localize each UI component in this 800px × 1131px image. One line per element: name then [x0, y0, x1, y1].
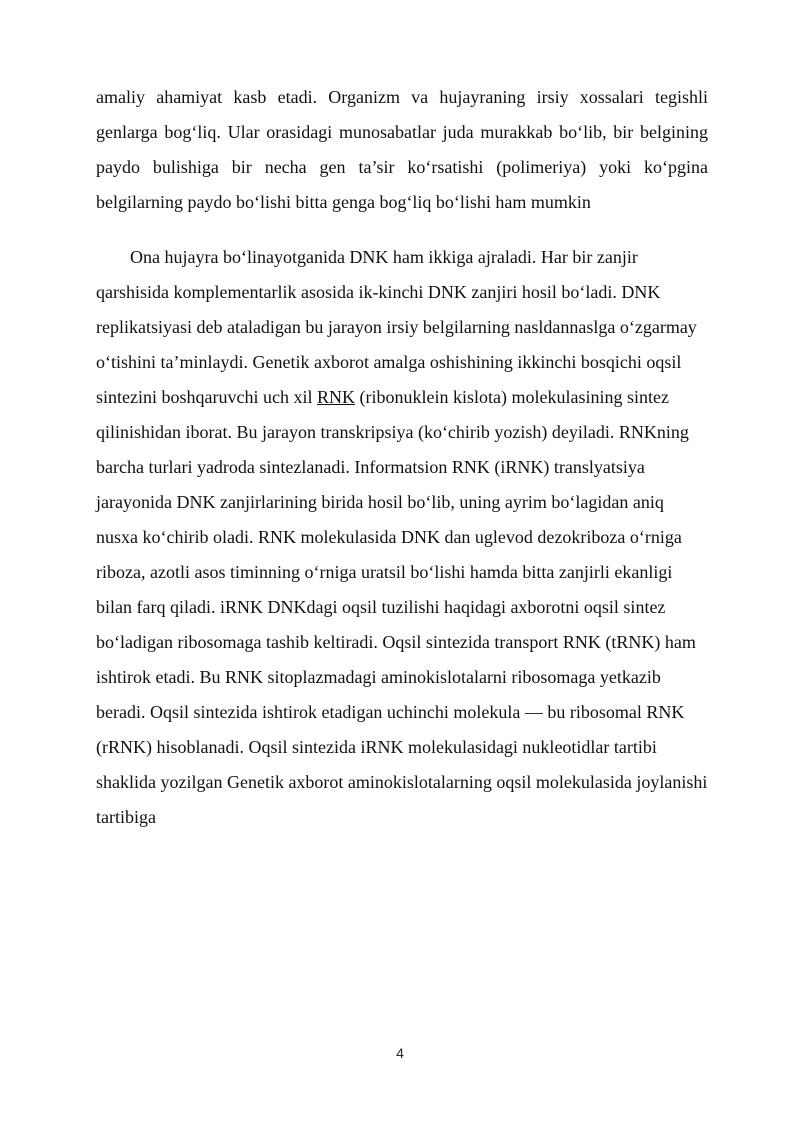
paragraph-2-text-start: Ona hujayra bo‘linayotganida DNK ham ikkiga ajraladi. Har bir zanjir qarshisida komplementarlik asosida ik-kinchi DNK zanjiri hosil bo‘ladi. DNK replikatsiyasi deb ataladigan bu jarayon irsiy belgilarning nasldannaslga o‘zgarmay o‘tishini ta’minlaydi. Genetik axborot amalga oshishining ikkinchi bosqichi oqsil sintezini boshqaruvchi uch xil: [96, 247, 697, 407]
paragraph-2-text-end: (ribonuklein kislota) molekulasining sintez qilinishidan iborat. Bu jarayon transkripsiya (ko‘chirib yozish) deyiladi. RNKning barcha turlari yadroda sintezlanadi. Informatsion RNK (iRNK) translyatsiya jarayonida DNK zanjirlarining birida hosil bo‘lib, uning ayrim bo‘lagidan aniq nusxa ko‘chirib oladi. RNK molekulasida DNK dan uglevod dezokriboza o‘rniga riboza, azotli asos timinning o‘rniga uratsil bo‘lishi hamda bitta zanjirli ekanligi bilan farq qiladi. iRNK DNKdagi oqsil tuzilishi haqidagi axborotni oqsil sintez bo‘ladigan ribosomaga tashib keltiradi. Oqsil sintezida transport RNK (tRNK) ham ishtirok etadi. Bu RNK sitoplazmadagi aminokislotalarni ribosomaga yetkazib beradi. Oqsil sintezida ishtirok etadigan uchinchi molekula — bu ribosomal RNK (rRNK) hisoblanadi. Oqsil sintezida iRNK molekulasidagi nukleotidlar tartibi shaklida yozilgan Genetik axborot aminokislotalarning oqsil molekulasida joylanishi tartibiga: [96, 387, 708, 827]
document-page: [96, 80, 708, 835]
paragraph-1: amaliy ahamiyat kasb etadi. Organizm va hujayraning irsiy xossalari tegishli genlarga bog‘liq. Ular orasidagi munosabatlar juda murakkab bo‘lib, bir belgining paydo bulishiga bir necha gen ta’sir ko‘rsatishi (polimeriya) yoki ko‘pgina belgilarning paydo bo‘lishi bitta genga bog‘liq bo‘lishi ham mumkin: [96, 87, 708, 212]
paragraph-2: [96, 240, 708, 835]
page-number: 4: [396, 1045, 404, 1061]
rnk-hyperlink[interactable]: RNK: [316, 387, 355, 407]
